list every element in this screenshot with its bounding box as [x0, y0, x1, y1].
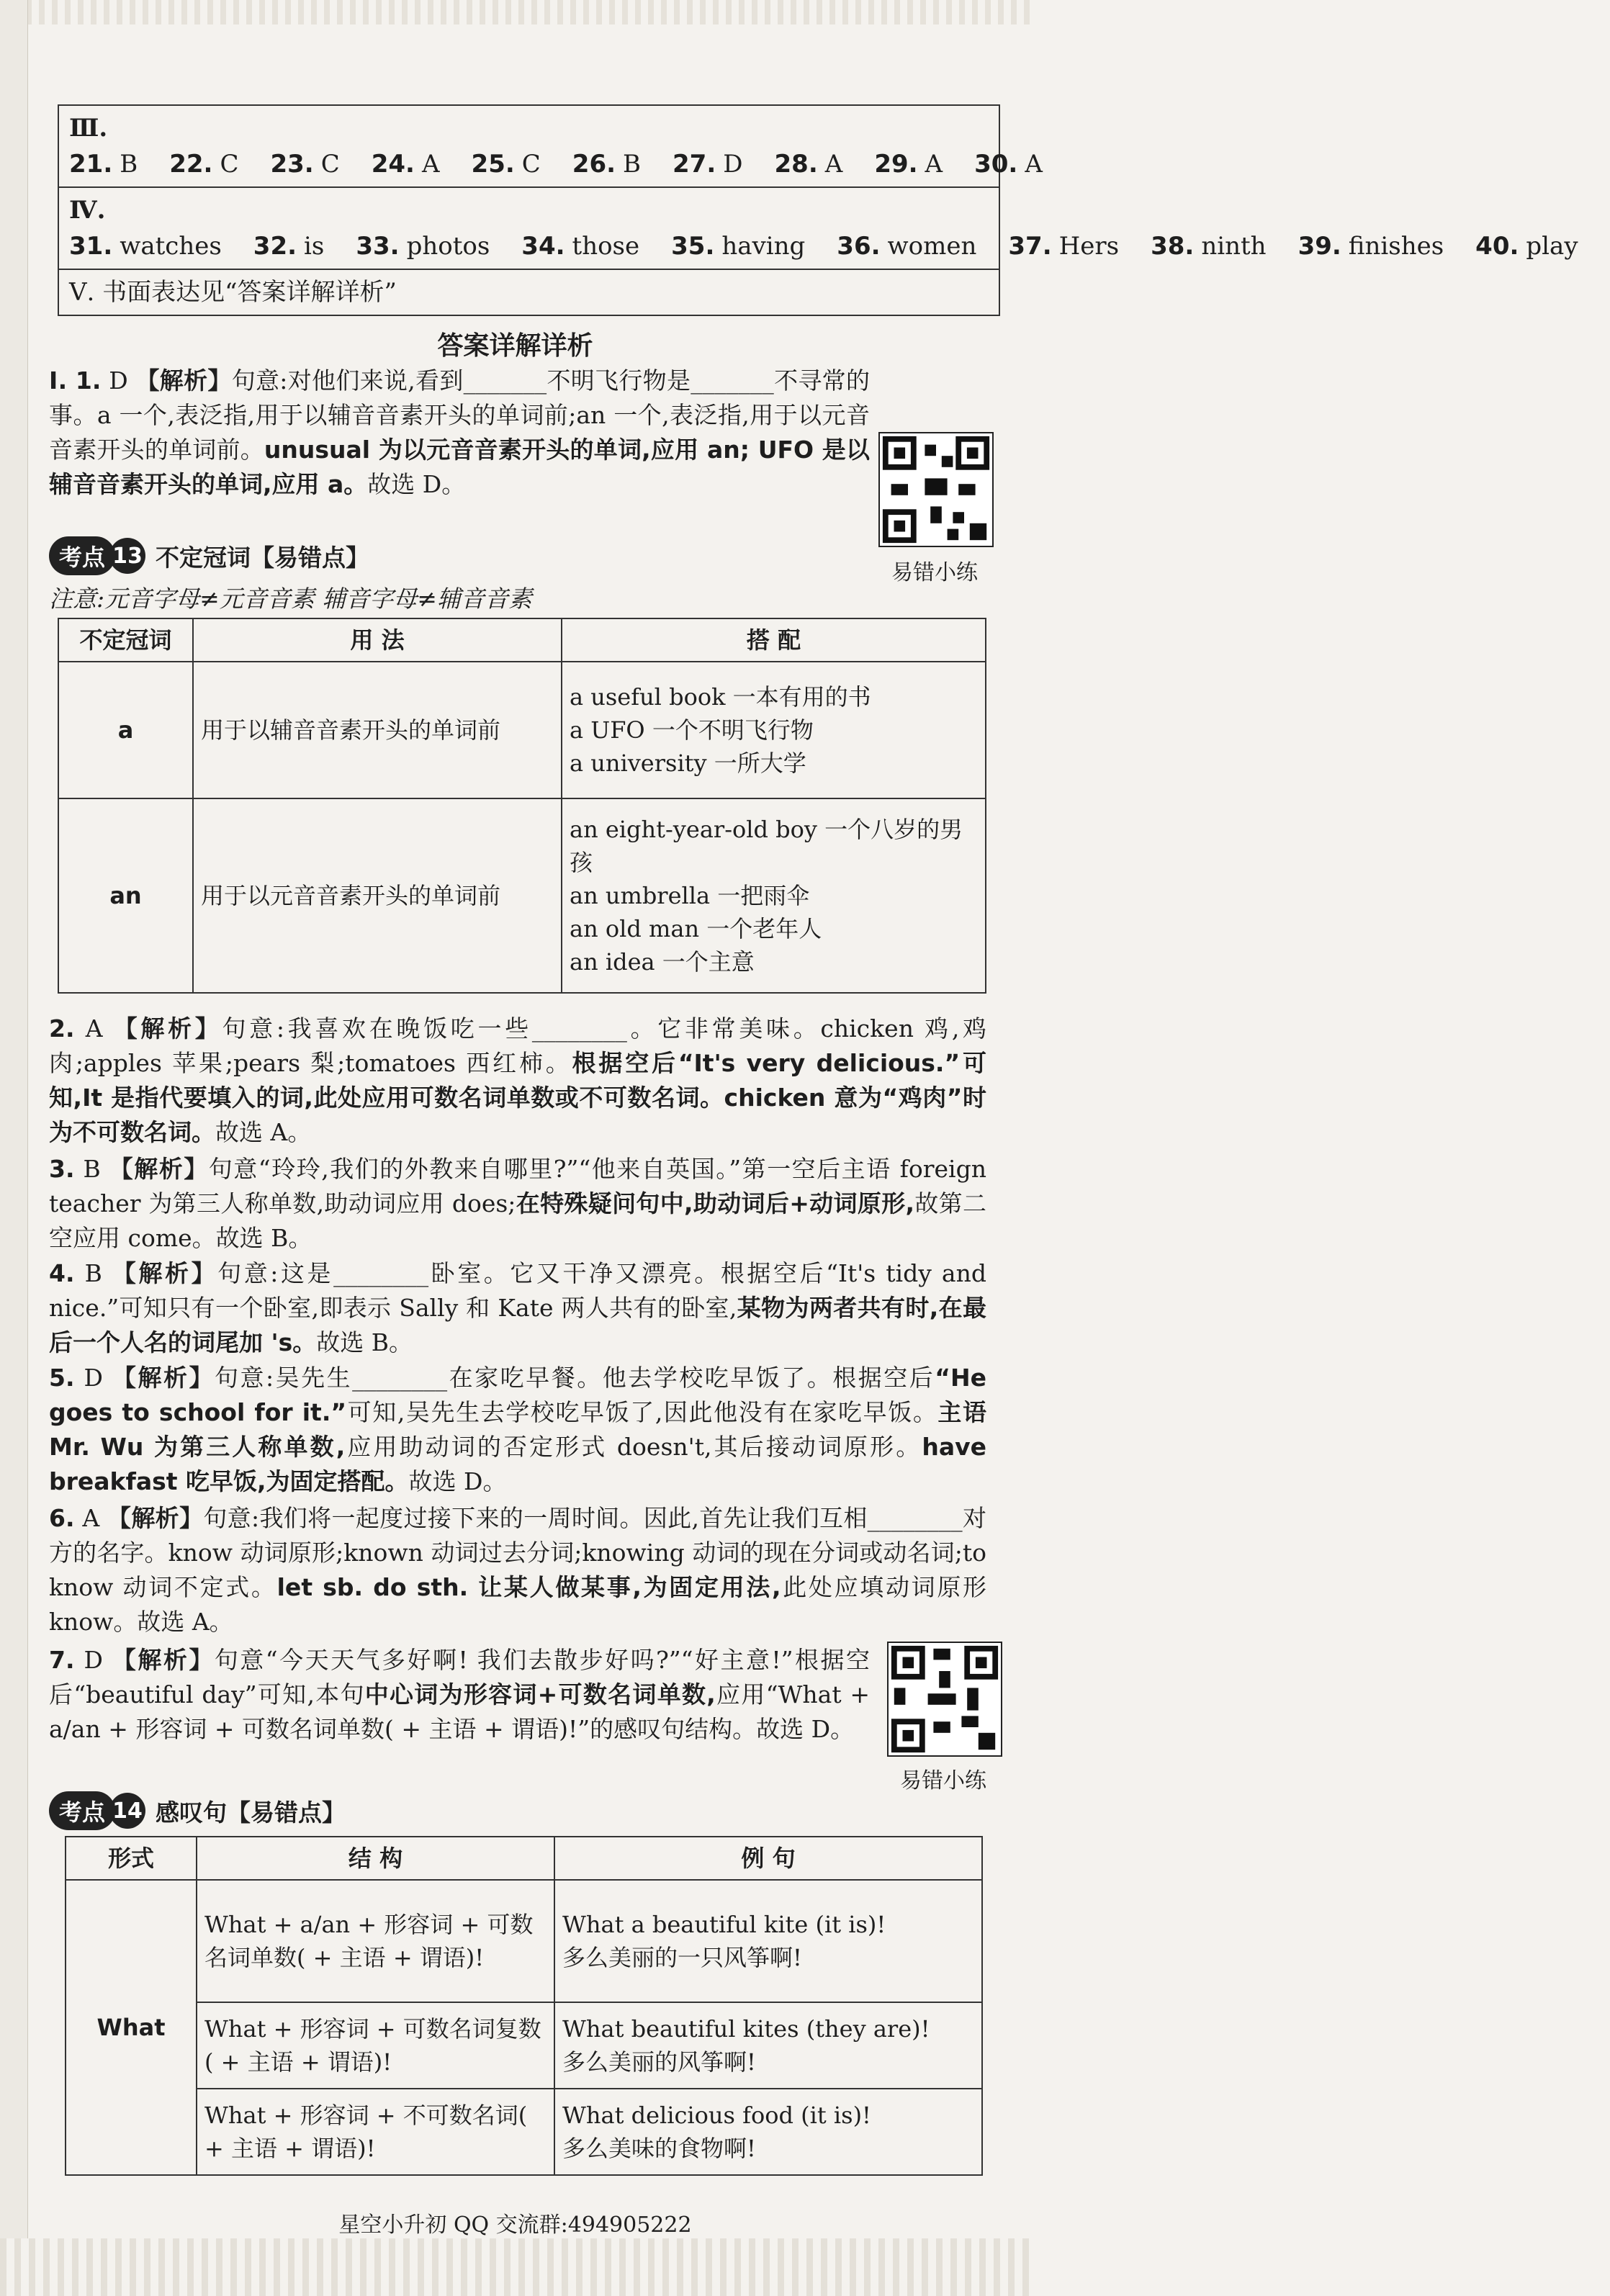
analysis-tag: 【解析】 [112, 1259, 218, 1287]
example-line: a university 一所大学 [570, 749, 806, 777]
topic-title: 不定冠词【易错点】 [156, 543, 370, 572]
form-cell: What [66, 1880, 197, 2175]
answer-letter: A [85, 1014, 103, 1043]
analysis-tag: 【解析】 [112, 1364, 215, 1392]
example-chinese: 多么美丽的一只风筝啊! [562, 1944, 802, 1971]
topic-heading-14 [49, 1791, 346, 1830]
explanation-text: 应用“What + a/an + 形容词 + 可数名词单数( + 主语 + 谓语)!”的感叹句结构。故选 D。 [49, 1680, 870, 1743]
answer-value: D [723, 150, 743, 179]
answer-number: 28. [774, 150, 818, 179]
answer-number: 27. [673, 150, 716, 179]
section-numeral: Ⅲ. [69, 114, 108, 143]
answer-number: 21. [69, 150, 113, 179]
topic-title: 感叹句【易错点】 [156, 1798, 346, 1827]
answer-number: 38. [1151, 232, 1195, 261]
table-row [66, 2002, 982, 2089]
answer-number: 40. [1475, 232, 1519, 261]
table-header-row [58, 618, 986, 662]
explanation-text: 句意:对他们来说,看到_______不明飞行物是_______不寻常的事。a 一个,表泛指,用于以辅音音素开头的单词前;an 一个,表泛指,用于以元音音素开头的单词前。 [49, 366, 870, 464]
example-english: What delicious food (it is)! [562, 2102, 871, 2129]
column-header: 搭 配 [562, 618, 986, 662]
answer-value: B [623, 150, 642, 179]
answer-value: C [220, 150, 239, 179]
question-number: 3. [49, 1155, 75, 1183]
analysis-tag: 【解析】 [135, 366, 232, 395]
question-3-explanation [49, 1152, 986, 1256]
column-header: 例 句 [554, 1837, 982, 1880]
question-number: Ⅰ. 1. [49, 366, 102, 395]
topic-number: 13 [109, 538, 145, 574]
answer-value: A [824, 150, 843, 179]
structure-cell: What + 形容词 + 不可数名词( + 主语 + 谓语)! [197, 2089, 554, 2175]
top-decoration [0, 0, 1030, 24]
answer-row-4 [59, 186, 1578, 269]
example-english: What a beautiful kite (it is)! [562, 1911, 886, 1938]
explanation-key-point: 根据空后“It's very delicious.”可知,It 是指代要填入的词,此处应用可数名词单数或不可数名词。chicken 意为“鸡肉”时为不可数名词。 [49, 1049, 986, 1146]
answer-number: 34. [521, 232, 565, 261]
topic-heading-13 [49, 536, 369, 575]
column-header: 不定冠词 [58, 618, 193, 662]
exclamatory-sentence-table [65, 1836, 983, 2176]
analysis-tag: 【解析】 [107, 1504, 204, 1532]
answer-value: B [120, 150, 138, 179]
example-line: an idea 一个主意 [570, 948, 755, 976]
section-title: 答案详解详析 [437, 331, 593, 361]
answer-value: photos [406, 232, 490, 261]
analysis-tag: 【解析】 [113, 1014, 222, 1043]
explanation-text: 可知,吴先生去学校吃早饭了,因此他没有在家吃早饭。 [346, 1398, 938, 1426]
example-cell [554, 1880, 982, 2002]
question-2-explanation [49, 1012, 986, 1150]
table-row [58, 662, 986, 798]
answer-number: 32. [253, 232, 297, 261]
explanation-text: 句意:吴先生________在家吃早餐。他去学校吃早饭了。根据空后 [215, 1364, 935, 1392]
example-chinese: 多么美丽的风筝啊! [562, 2048, 756, 2076]
explanation-text: 句意:我们将一起度过接下来的一周时间。因此,首先让我们互相________对方的名字。know 动词原形;known 动词过去分词;knowing 动词的现在分词或动名词;to know 动词不定式。 [49, 1504, 986, 1601]
structure-cell: What + a/an + 形容词 + 可数名词单数( + 主语 + 谓语)! [197, 1880, 554, 2002]
explanation-text: 故选 A。 [215, 1118, 312, 1146]
example-line: a useful book 一本有用的书 [570, 683, 871, 711]
example-chinese: 多么美味的食物啊! [562, 2135, 756, 2162]
explanation-key-point: 在特殊疑问句中,助动词后+动词原形, [516, 1189, 915, 1217]
examples-cell [562, 798, 986, 993]
explanation-key-point: 主语 Mr. Wu 为第三人称单数, [49, 1398, 987, 1461]
topic-number: 14 [109, 1793, 145, 1829]
explanation-text: 故选 B。 [316, 1328, 413, 1356]
answer-number: 23. [270, 150, 314, 179]
answer-letter: B [84, 1259, 102, 1287]
explanation-text: 故选 D。 [408, 1467, 507, 1495]
answer-number: 29. [874, 150, 918, 179]
question-number: 5. [49, 1364, 75, 1392]
structure-cell: What + 形容词 + 可数名词复数( + 主语 + 谓语)! [197, 2002, 554, 2089]
question-number: 4. [49, 1259, 75, 1287]
section-numeral: Ⅳ. [69, 196, 106, 225]
answer-letter: B [83, 1155, 101, 1183]
example-line: an eight-year-old boy 一个八岁的男孩 [570, 816, 963, 876]
column-header: 用 法 [193, 618, 562, 662]
column-header: 形式 [66, 1837, 197, 1880]
usage-cell: 用于以元音音素开头的单词前 [193, 798, 562, 993]
example-english: What beautiful kites (they are)! [562, 2015, 930, 2043]
column-header: 结 构 [197, 1837, 554, 1880]
answer-number: 35. [671, 232, 715, 261]
table-header-row [66, 1837, 982, 1880]
explanation-key-point: unusual 为以元音音素开头的单词,应用 an; UFO 是以辅音音素开头的单词,应用 a。 [49, 436, 870, 498]
answer-row-5: Ⅴ. 书面表达见“答案详解详析” [59, 269, 999, 315]
answer-letter: A [82, 1504, 100, 1532]
qr-pattern-icon [880, 433, 992, 546]
answer-number: 25. [471, 150, 515, 179]
example-cell [554, 2089, 982, 2175]
answer-number: 30. [974, 150, 1018, 179]
indefinite-article-table [58, 618, 986, 994]
table-row [66, 1880, 982, 2002]
article-cell: a [58, 662, 193, 798]
topic-badge: 考点 [49, 536, 115, 575]
answer-number: 39. [1298, 232, 1341, 261]
answer-number: 22. [169, 150, 213, 179]
question-1-explanation [49, 364, 870, 502]
analysis-tag: 【解析】 [112, 1646, 215, 1674]
answer-value: A [421, 150, 440, 179]
answer-number: 31. [69, 232, 113, 261]
answer-value: play [1526, 232, 1578, 261]
question-5-explanation [49, 1361, 986, 1499]
answer-number: 37. [1008, 232, 1052, 261]
explanation-text: 此处应填动词原形 know。故选 A。 [49, 1573, 987, 1636]
answer-number: 36. [837, 232, 881, 261]
note-line: 注意:元音字母≠元音音素 辅音字母≠辅音音素 [49, 585, 532, 613]
example-line: a UFO 一个不明飞行物 [570, 716, 814, 744]
answer-letter: D [109, 366, 128, 395]
example-cell [554, 2002, 982, 2089]
question-6-explanation [49, 1501, 986, 1639]
question-4-explanation [49, 1256, 986, 1360]
answer-value: is [304, 232, 325, 261]
explanation-text: 句意“今天天气多好啊! 我们去散步好吗?”“好主意!”根据空后“beautiful day”可知,本句 [49, 1646, 870, 1709]
qr-code[interactable] [878, 432, 994, 547]
explanation-key-point: 中心词为形容词+可数名词单数, [364, 1680, 716, 1709]
analysis-tag: 【解析】 [109, 1155, 209, 1183]
explanation-key-point: 某物为两者共有时,在最后一个人名的词尾加 's。 [49, 1294, 986, 1356]
answer-number: 33. [356, 232, 400, 261]
answer-number: 24. [371, 150, 415, 179]
qr-pattern-icon [889, 1643, 1001, 1755]
answer-value: ninth [1201, 232, 1267, 261]
answer-value: women [887, 232, 977, 261]
qr-code[interactable] [887, 1642, 1002, 1757]
question-7-explanation [49, 1643, 870, 1747]
examples-cell [562, 662, 986, 798]
footer-text: 星空小升初 QQ 交流群:494905222 [338, 2212, 692, 2238]
explanation-text: 故第二空应用 come。故选 B。 [49, 1189, 986, 1252]
answer-value: A [1025, 150, 1043, 179]
explanation-key-point: “He goes to school for it.” [49, 1364, 986, 1426]
question-number: 2. [49, 1014, 75, 1043]
table-row [58, 798, 986, 993]
topic-badge: 考点 [49, 1791, 115, 1830]
usage-cell: 用于以辅音音素开头的单词前 [193, 662, 562, 798]
answer-value: finishes [1348, 232, 1444, 261]
explanation-text: 故选 D。 [367, 470, 466, 498]
answer-letter: D [84, 1364, 103, 1392]
explanation-text: 句意:这是________卧室。它又干净又漂亮。根据空后“It's tidy and nice.”可知只有一个卧室,即表示 Sally 和 Kate 两人共有的卧室, [49, 1259, 986, 1322]
answer-value: those [572, 232, 640, 261]
explanation-key-point: let sb. do sth. 让某人做某事,为固定用法, [276, 1573, 781, 1601]
example-line: an umbrella 一把雨伞 [570, 882, 810, 909]
answer-letter: D [84, 1646, 103, 1674]
answer-value: A [925, 150, 943, 179]
bottom-decoration [0, 2238, 1030, 2296]
question-number: 6. [49, 1504, 75, 1532]
answer-value: having [721, 232, 806, 261]
qr-label: 易错小练 [891, 560, 978, 585]
explanation-key-point: have breakfast 吃早饭,为固定搭配。 [49, 1433, 986, 1495]
answer-value: Hers [1058, 232, 1120, 261]
answer-number: 26. [572, 150, 616, 179]
explanation-text: 句意“玲玲,我们的外教来自哪里?”“他来自英国。”第一空后主语 foreign teacher 为第三人称单数,助动词应用 does; [49, 1155, 986, 1217]
explanation-text: 句意:我喜欢在晚饭吃一些________。它非常美味。chicken 鸡,鸡肉;apples 苹果;pears 梨;tomatoes 西红柿。 [49, 1014, 986, 1077]
answer-value: C [521, 150, 541, 179]
article-cell: an [58, 798, 193, 993]
qr-label: 易错小练 [900, 1768, 986, 1793]
example-line: an old man 一个老年人 [570, 915, 822, 942]
explanation-text: 应用助动词的否定形式 doesn't,其后接动词原形。 [345, 1433, 922, 1461]
table-row [66, 2089, 982, 2175]
answer-key-box [58, 104, 1578, 316]
answer-row-3 [59, 106, 1043, 186]
answer-value: watches [120, 232, 222, 261]
question-number: 7. [49, 1646, 75, 1674]
answer-value: C [320, 150, 340, 179]
